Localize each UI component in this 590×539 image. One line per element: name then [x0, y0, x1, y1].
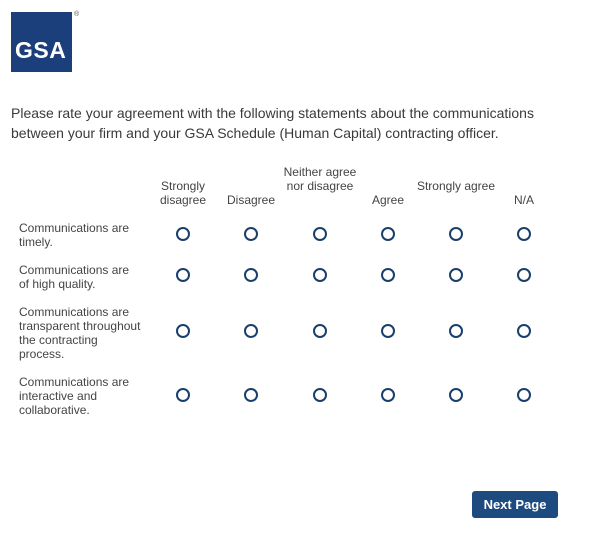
registered-mark: ® [74, 11, 80, 18]
radio-timely-na[interactable] [517, 227, 531, 241]
radio-quality-disagree[interactable] [244, 268, 258, 282]
radio-interactive-agree[interactable] [381, 388, 395, 402]
radio-interactive-neither[interactable] [313, 388, 327, 402]
radio-timely-agree[interactable] [381, 227, 395, 241]
column-header-strongly-agree: Strongly agree [416, 179, 496, 193]
radio-timely-strongly-disagree[interactable] [176, 227, 190, 241]
radio-interactive-disagree[interactable] [244, 388, 258, 402]
radio-transparent-strongly-disagree[interactable] [176, 324, 190, 338]
radio-transparent-neither[interactable] [313, 324, 327, 338]
radio-timely-neither[interactable] [313, 227, 327, 241]
radio-timely-strongly-agree[interactable] [449, 227, 463, 241]
column-header-na: N/A [513, 193, 534, 207]
row-label-interactive: Communications are interactive and collaborative. [19, 375, 130, 417]
radio-transparent-agree[interactable] [381, 324, 395, 338]
radio-transparent-disagree[interactable] [244, 324, 258, 338]
column-header-neither: Neither agree nor disagree [283, 165, 357, 193]
row-label-timely: Communications are timely. [19, 221, 130, 249]
radio-transparent-na[interactable] [517, 324, 531, 338]
column-header-strongly-disagree: Strongly disagree [159, 179, 207, 207]
column-header-agree: Agree [371, 193, 405, 207]
radio-quality-na[interactable] [517, 268, 531, 282]
radio-quality-agree[interactable] [381, 268, 395, 282]
radio-quality-strongly-disagree[interactable] [176, 268, 190, 282]
radio-quality-strongly-agree[interactable] [449, 268, 463, 282]
logo-text: GSA [15, 37, 67, 63]
row-label-quality: Communications are of high quality. [19, 263, 130, 291]
radio-interactive-na[interactable] [517, 388, 531, 402]
radio-interactive-strongly-agree[interactable] [449, 388, 463, 402]
radio-transparent-strongly-agree[interactable] [449, 324, 463, 338]
question-text: Please rate your agreement with the following statements about the communications between your firm and your GSA Schedule (Human Capital) contracting officer. [11, 105, 534, 141]
radio-interactive-strongly-disagree[interactable] [176, 388, 190, 402]
row-label-transparent: Communications are transparent throughout the contracting process. [19, 305, 141, 361]
gsa-logo [11, 12, 72, 72]
next-page-button[interactable]: Next Page [472, 491, 558, 518]
radio-timely-disagree[interactable] [244, 227, 258, 241]
column-header-disagree: Disagree [226, 193, 276, 207]
radio-quality-neither[interactable] [313, 268, 327, 282]
